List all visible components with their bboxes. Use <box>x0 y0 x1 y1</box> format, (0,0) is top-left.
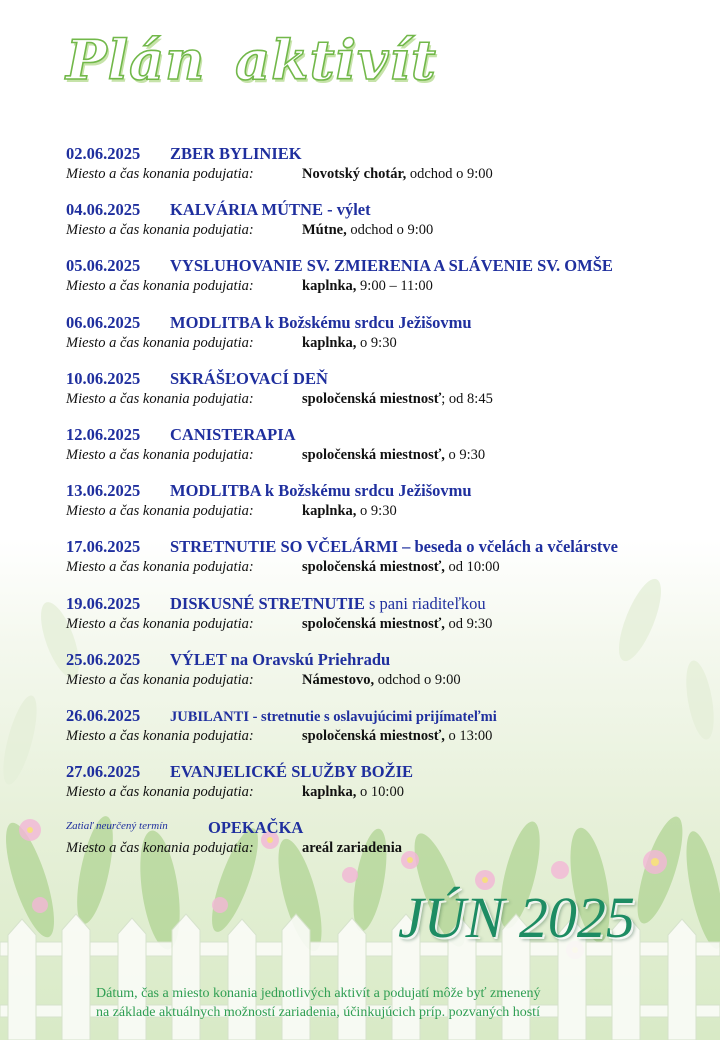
event-time: od 9:30 <box>444 615 493 632</box>
event-place: spoločenská miestnosť, <box>302 446 445 463</box>
event-time: odchod o 9:00 <box>374 671 461 688</box>
event-place: kaplnka, <box>302 784 357 801</box>
event-title: VYSLUHOVANIE SV. ZMIERENIA A SLÁVENIE SV. OMŠE <box>170 256 613 276</box>
event-date: 02.06.2025 <box>66 144 141 163</box>
event-title: DISKUSNÉ STRETNUTIE <box>170 593 365 613</box>
footer-note <box>96 984 636 1022</box>
event-time: o 9:30 <box>356 334 397 351</box>
event-date: 13.06.2025 <box>66 481 141 501</box>
event-time: odchod o 9:00 <box>406 166 493 182</box>
place-label: Miesto a čas konania podujatia: <box>66 840 254 857</box>
event-place: spoločenská miestnosť, <box>302 559 445 576</box>
event-date: 06.06.2025 <box>66 312 141 332</box>
event-date: 05.06.2025 <box>66 256 141 276</box>
event-list <box>66 140 706 870</box>
event-time: 9:00 – 11:00 <box>356 278 433 295</box>
event-title: EVANJELICKÉ SLUŽBY BOŽIE <box>170 762 413 782</box>
event-item <box>66 758 706 814</box>
event-time: odchod o 9:00 <box>346 222 434 239</box>
event-place: kaplnka, <box>302 278 357 295</box>
event-item <box>66 140 706 196</box>
event-title: MODLITBA k Božskému srdcu Ježišovmu <box>170 312 472 332</box>
event-date: 27.06.2025 <box>66 762 141 782</box>
footer-line: Dátum, čas a miesto konania jednotlivých aktivít a podujatí môže byť zmenený <box>96 986 541 1001</box>
event-place: kaplnka, <box>302 503 357 520</box>
place-label: Miesto a čas konania podujatia: <box>66 671 254 688</box>
event-place: spoločenská miestnosť, <box>302 615 445 632</box>
month-heading: JÚN 2025 <box>398 885 635 950</box>
event-title: ZBER BYLINIEK <box>170 144 302 163</box>
event-title: STRETNUTIE SO VČELÁRMI – beseda o včelách a včelárstve <box>170 537 618 557</box>
event-item <box>66 590 706 646</box>
place-label: Miesto a čas konania podujatia: <box>66 166 254 182</box>
event-place: Námestovo, <box>302 671 375 688</box>
place-label: Miesto a čas konania podujatia: <box>66 334 254 351</box>
place-label: Miesto a čas konania podujatia: <box>66 446 254 463</box>
event-time: o 10:00 <box>356 784 404 801</box>
place-label: Miesto a čas konania podujatia: <box>66 559 254 576</box>
event-date: 10.06.2025 <box>66 368 141 388</box>
event-title: KALVÁRIA MÚTNE - výlet <box>170 200 371 220</box>
event-item <box>66 646 706 702</box>
place-label: Miesto a čas konania podujatia: <box>66 615 254 632</box>
event-item <box>66 421 706 477</box>
place-label: Miesto a čas konania podujatia: <box>66 503 254 520</box>
event-title-extra: s pani riaditeľkou <box>364 593 486 613</box>
place-label: Miesto a čas konania podujatia: <box>66 784 254 801</box>
event-place: spoločenská miestnosť <box>302 390 442 407</box>
event-place: Mútne, <box>302 222 347 239</box>
event-item <box>66 533 706 589</box>
place-label: Miesto a čas konania podujatia: <box>66 222 254 239</box>
event-date-tbd: Zatiaľ neurčený termín <box>66 820 168 833</box>
event-time: o 9:30 <box>444 446 486 463</box>
event-time: o 9:30 <box>356 503 397 520</box>
event-title: OPEKAČKA <box>208 818 304 838</box>
event-item <box>66 252 706 308</box>
event-time: o 13:00 <box>444 727 493 744</box>
event-date: 04.06.2025 <box>66 200 141 220</box>
place-label: Miesto a čas konania podujatia: <box>66 390 254 407</box>
event-title: JUBILANTI <box>170 708 249 725</box>
place-label: Miesto a čas konania podujatia: <box>66 727 254 744</box>
event-date: 17.06.2025 <box>66 537 141 557</box>
event-place: kaplnka, <box>302 334 357 351</box>
event-time: od 10:00 <box>444 559 500 576</box>
event-place: areál zariadenia <box>302 840 403 857</box>
event-title-extra: - stretnutie s oslavujúcimi prijímateľmi <box>248 708 497 725</box>
event-item <box>66 702 706 758</box>
event-item <box>66 309 706 365</box>
event-place: Novotský chotár, <box>302 166 407 182</box>
event-place: spoločenská miestnosť, <box>302 727 445 744</box>
event-title: VÝLET na Oravskú Priehradu <box>170 649 391 669</box>
page-title: Plán aktivít <box>66 28 437 92</box>
event-title: CANISTERAPIA <box>170 424 296 444</box>
event-item <box>66 196 706 252</box>
event-time: ; od 8:45 <box>441 390 493 407</box>
event-item <box>66 365 706 421</box>
event-title: SKRÁŠĽOVACÍ DEŇ <box>170 368 328 388</box>
footer-line: na základe aktuálnych možností zariadenia, účinkujúcich príp. pozvaných hostí <box>96 1005 540 1020</box>
event-date: 26.06.2025 <box>66 705 141 725</box>
place-label: Miesto a čas konania podujatia: <box>66 278 254 295</box>
event-item <box>66 477 706 533</box>
event-date: 19.06.2025 <box>66 593 141 613</box>
event-item-tbd <box>66 814 706 870</box>
event-date: 25.06.2025 <box>66 649 141 669</box>
event-title: MODLITBA k Božskému srdcu Ježišovmu <box>170 481 472 501</box>
event-date: 12.06.2025 <box>66 424 141 444</box>
